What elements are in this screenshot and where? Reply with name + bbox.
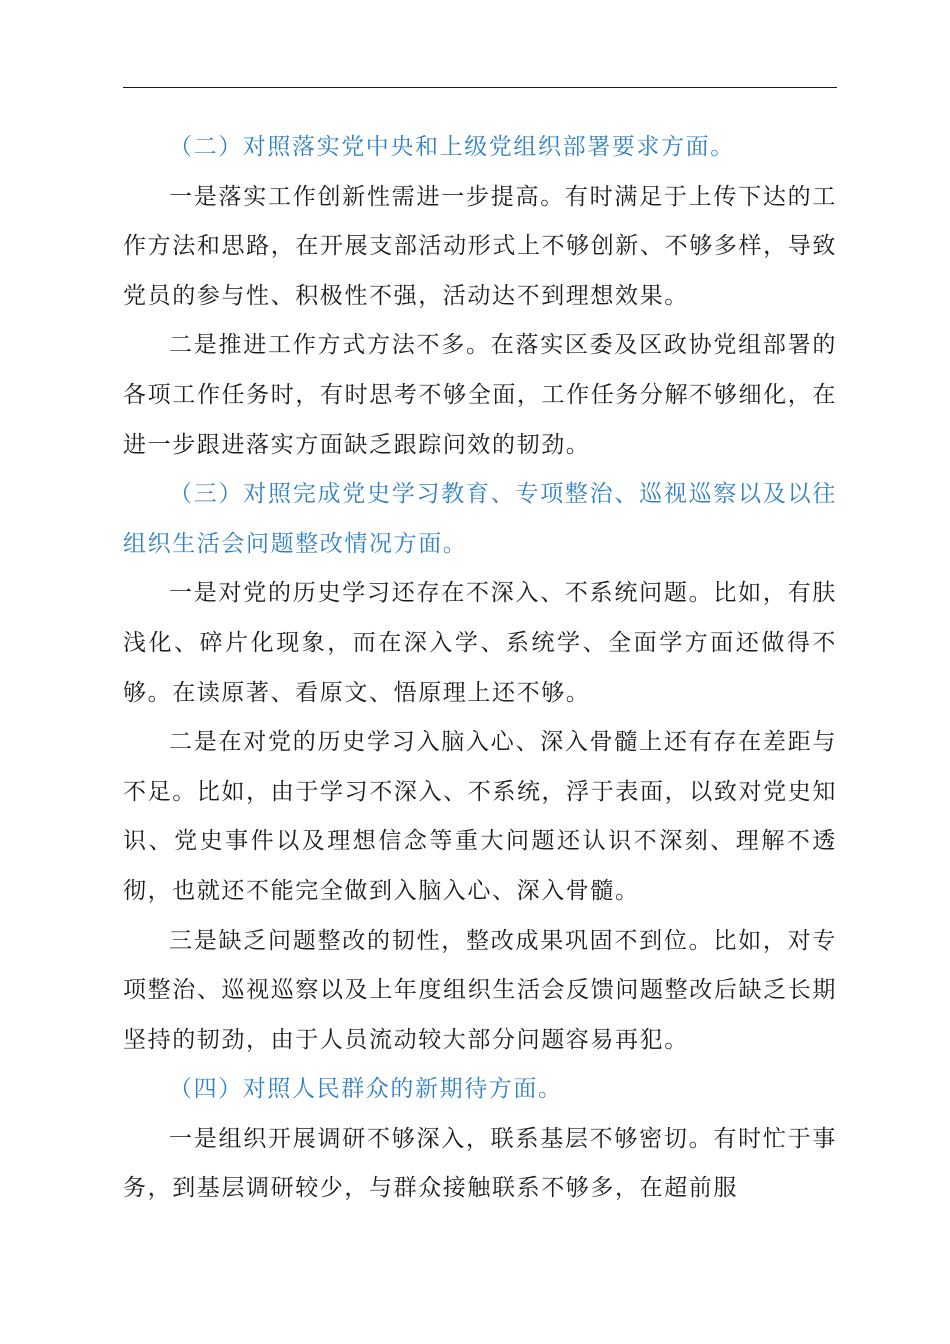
paragraph: 二是在对党的历史学习入脑入心、深入骨髓上还有存在差距与不足。比如，由于学习不深入、不系统，浮于表面，以致对党史知识、党史事件以及理想信念等重大问题还认识不深刻、理解不透彻，也就还不能完全做到入脑入心、深入骨髓。 [123,729,837,904]
paragraph: 一是落实工作创新性需进一步提高。有时满足于上传下达的工作方法和思路，在开展支部活动形式上不够创新、不够多样，导致党员的参与性、积极性不强，活动达不到理想效果。 [123,183,837,309]
section-heading-3: （三）对照完成党史学习教育、专项整治、巡视巡察以及以往组织生活会问题整改情况方面。 [123,481,837,557]
header-rule [123,87,837,88]
document-body [123,123,837,1214]
paragraph: 三是缺乏问题整改的韧性，整改成果巩固不到位。比如，对专项整治、巡视巡察以及上年度组织生活会反馈问题整改后缺乏长期坚持的韧劲，由于人员流动较大部分问题容易再犯。 [123,927,837,1053]
section-heading-2: （二）对照落实党中央和上级党组织部署要求方面。 [169,134,735,160]
paragraph: 二是推进工作方式方法不多。在落实区委及区政协党组部署的各项工作任务时，有时思考不够全面，工作任务分解不够细化，在进一步跟进落实方面缺乏跟踪问效的韧劲。 [123,332,837,458]
paragraph: 一是对党的历史学习还存在不深入、不系统问题。比如，有肤浅化、碎片化现象，而在深入学、系统学、全面学方面还做得不够。在读原著、看原文、悟原理上还不够。 [123,580,837,706]
paragraph: 一是组织开展调研不够深入，联系基层不够密切。有时忙于事务，到基层调研较少，与群众接触联系不够多，在超前服 [123,1125,837,1202]
section-heading-4: （四）对照人民群众的新期待方面。 [169,1076,563,1103]
